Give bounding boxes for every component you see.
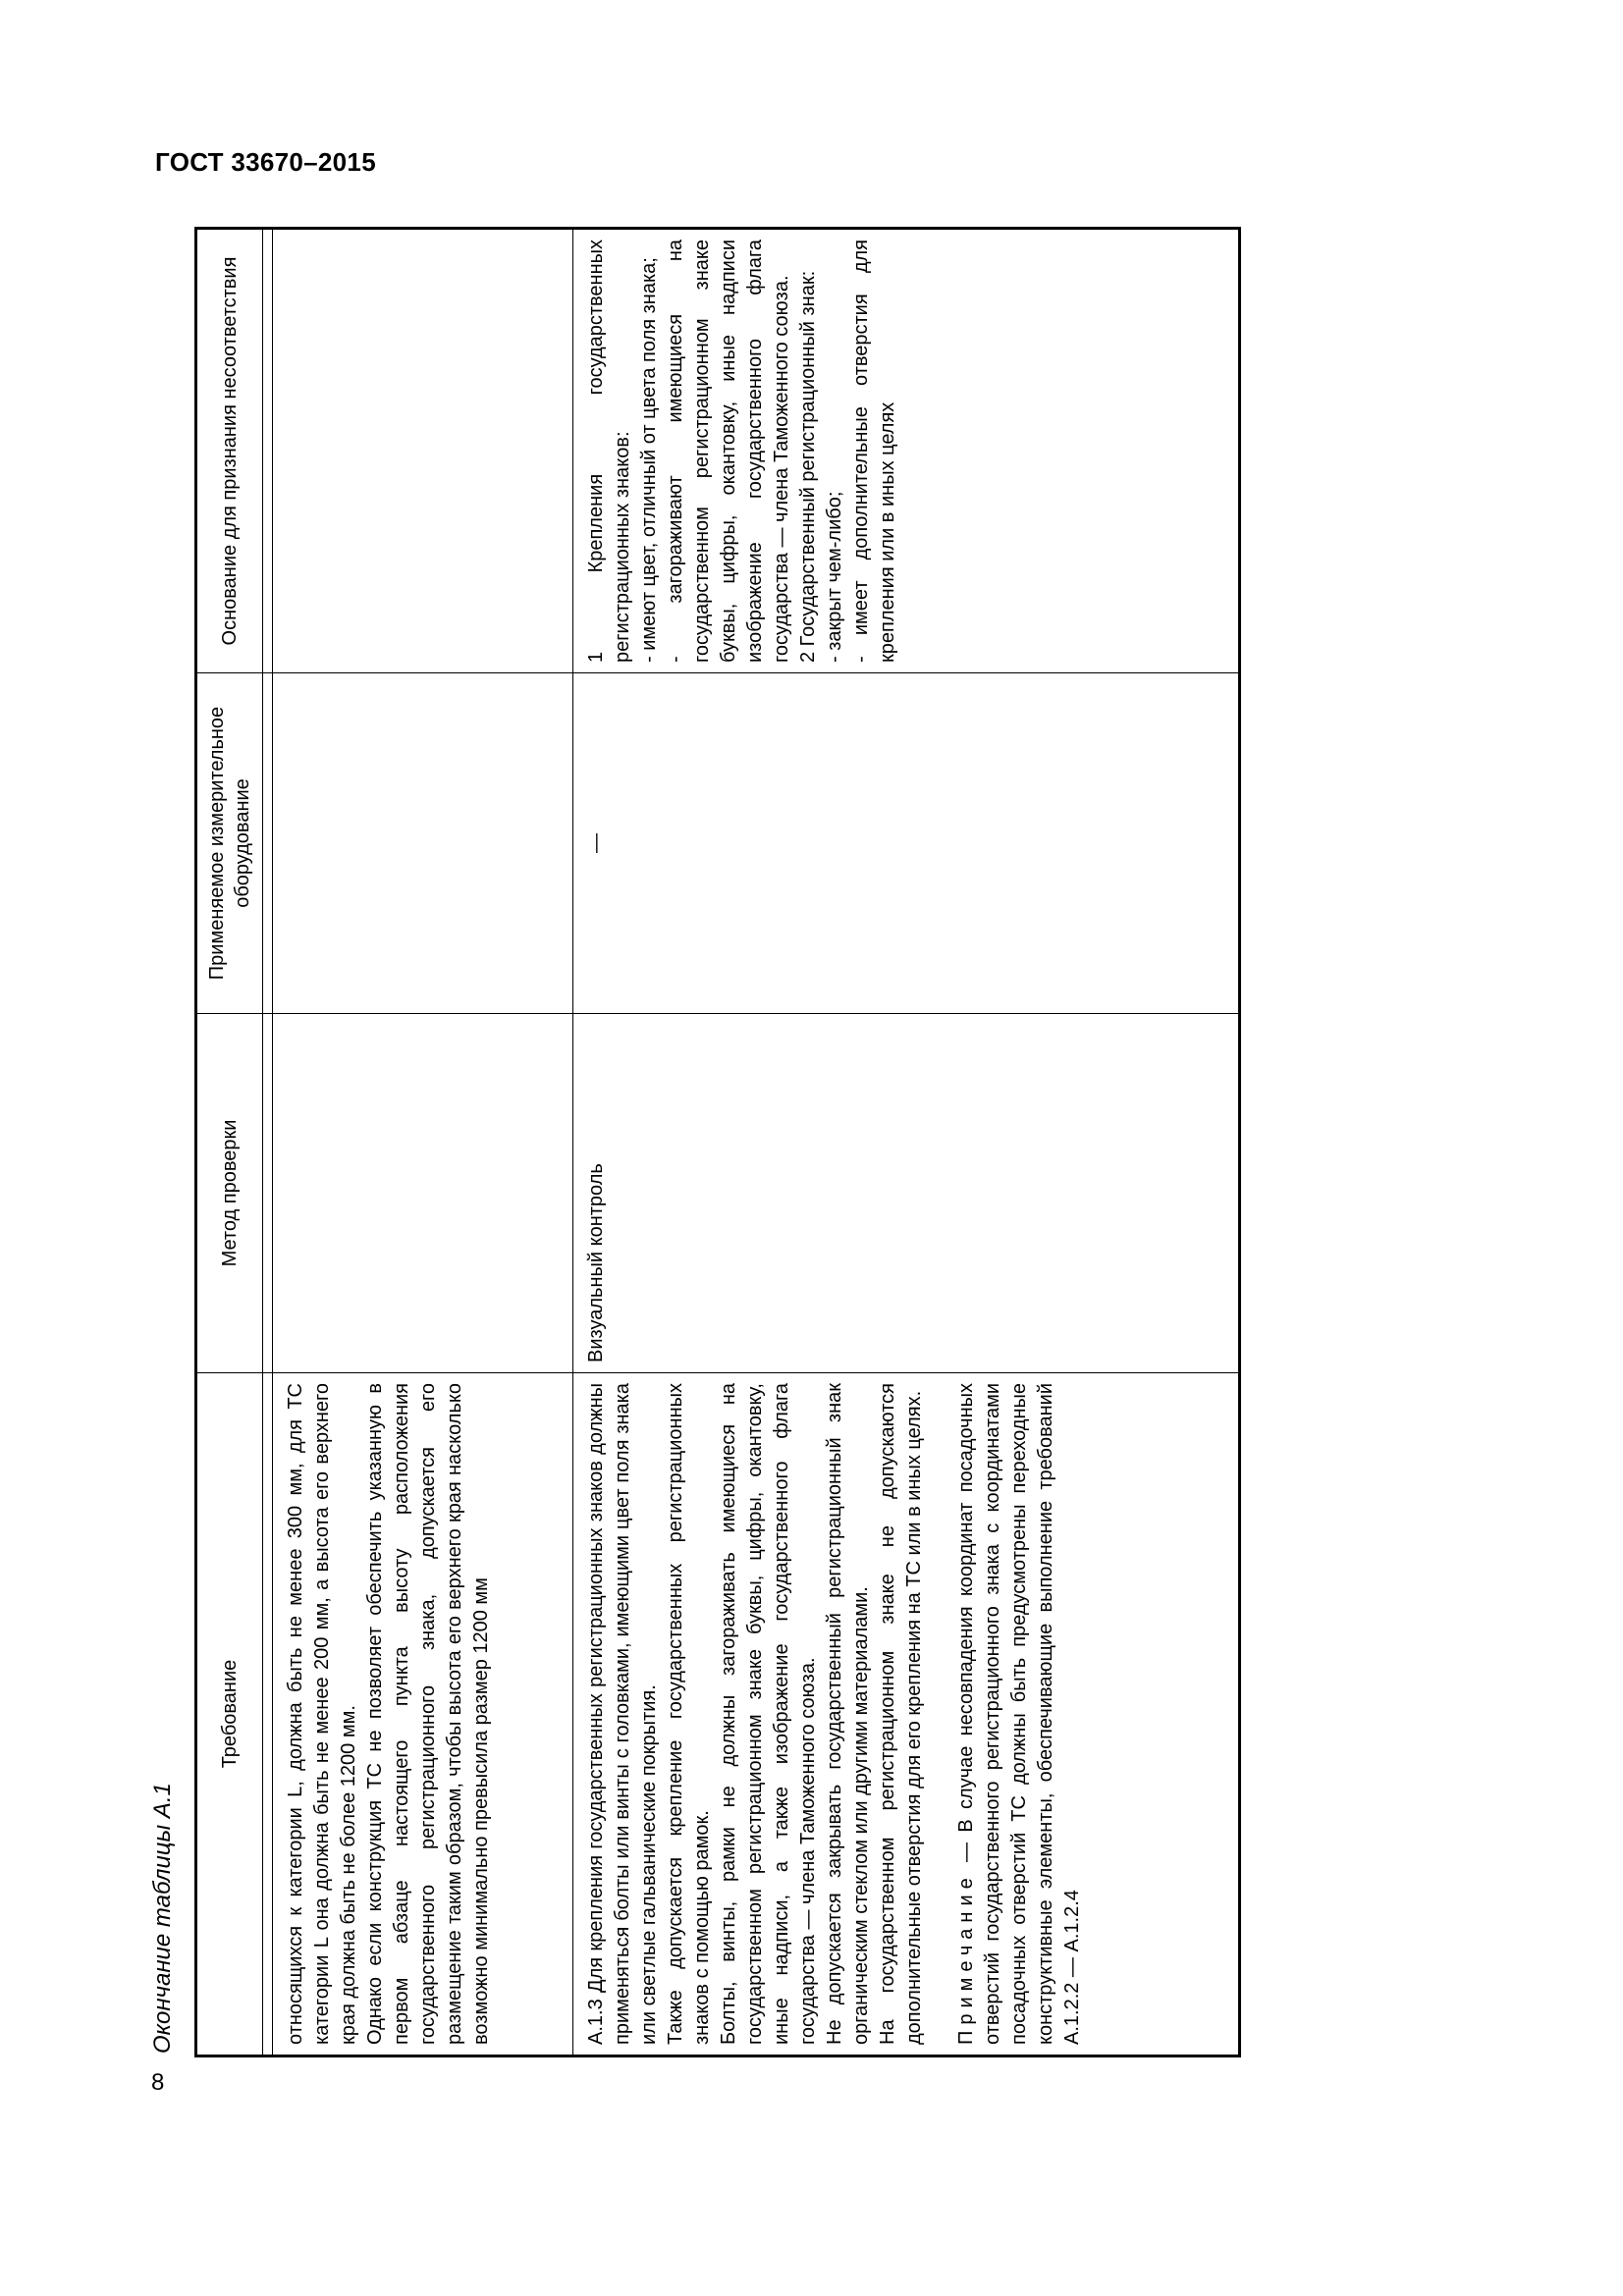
basis-paragraph: - загораживают имеющиеся на государственном регистрационном знаке буквы, цифры, окантовку, иные надписи изображение государственного флага государства — члена Таможенного союза.	[665, 240, 792, 663]
requirement-paragraph: Также допускается крепление государственных регистрационных знаков с помощью рамок.	[665, 1383, 713, 2045]
equipment-cell: —	[573, 673, 1240, 1014]
basis-paragraph: - закрыт чем-либо;	[824, 491, 845, 663]
requirement-cell	[273, 1373, 573, 2056]
requirement-paragraph: Болты, винты, рамки не должны загораживать имеющиеся на государственном регистрационном знаке буквы, цифры, окантовку, иные надписи, а также изображение государственного флага государства — члена Таможенного союза.	[718, 1383, 819, 2045]
equipment-cell	[273, 673, 573, 1014]
method-cell	[273, 1014, 573, 1373]
requirement-cell	[573, 1373, 1240, 2056]
requirement-paragraph: относящихся к категории L, должна быть не менее 300 мм, для ТС категории L она должна быть не менее 200 мм, а высота его верхнего края должна быть не более 1200 мм.	[285, 1383, 359, 2045]
column-header-equipment: Применяемое измерительное оборудование	[196, 673, 263, 1014]
note-paragraph	[953, 1383, 1086, 2045]
note-label: Примечание	[955, 1872, 977, 2045]
table-row	[273, 229, 573, 2056]
basis-cell	[573, 229, 1240, 673]
column-header-requirement: Требование	[196, 1373, 263, 2056]
basis-paragraph: 1 Крепления государственных регистрационных знаков:	[585, 240, 633, 663]
header-separator-row	[263, 229, 273, 2056]
document-title: ГОСТ 33670–2015	[155, 147, 376, 177]
paragraph-gap	[928, 1383, 953, 2045]
page-number: 8	[151, 2069, 165, 2096]
separator-cell	[263, 1373, 273, 2056]
requirements-table	[194, 227, 1241, 2057]
basis-cell	[273, 229, 573, 673]
rotated-table-container	[194, 230, 1241, 2057]
column-header-method: Метод проверки	[196, 1014, 263, 1373]
basis-paragraph: - имеет дополнительные отверстия для крепления или в иных целях	[850, 240, 898, 663]
separator-cell	[263, 673, 273, 1014]
requirement-paragraph: Не допускается закрывать государственный регистрационный знак органическим стеклом или другими материалами.	[824, 1383, 872, 2045]
method-cell: Визуальный контроль	[573, 1014, 1240, 1373]
column-header-basis: Основание для признания несоответствия	[196, 229, 263, 673]
requirement-paragraph: Однако если конструкция ТС не позволяет обеспечить указанную в первом абзаце настоящего пункта высоту расположения государственного регистрационного знака, допускается его размещение таким образом, чтобы высота его верхнего края насколько возможно минимально превысила размер 1200 мм	[364, 1383, 492, 2045]
requirement-paragraph: А.1.3 Для крепления государственных регистрационных знаков должны применяться болты или винты с головками, имеющими цвет поля знака или светлые гальванические покрытия.	[585, 1383, 660, 2045]
table-row	[573, 229, 1240, 2056]
basis-paragraph: 2 Государственный регистрационный знак:	[797, 270, 819, 663]
table-header-row	[196, 229, 263, 2056]
note-text: — В случае несовпадения координат посадочных отверстий государственного регистрационного знака с координатами посадочных отверстий ТС должны быть предусмотрены переходные конструктивные элементы, обеспечивающие выполнение требований А.1.2.2 — А.1.2.4	[955, 1383, 1083, 2045]
separator-cell	[263, 229, 273, 673]
requirement-paragraph: На государственном регистрационном знаке не допускаются дополнительные отверстия для его крепления на ТС или в иных целях.	[877, 1383, 925, 2045]
table-caption: Окончание таблицы А.1	[149, 1783, 176, 2054]
basis-paragraph: - имеют цвет, отличный от цвета поля знака;	[638, 257, 660, 663]
separator-cell	[263, 1014, 273, 1373]
